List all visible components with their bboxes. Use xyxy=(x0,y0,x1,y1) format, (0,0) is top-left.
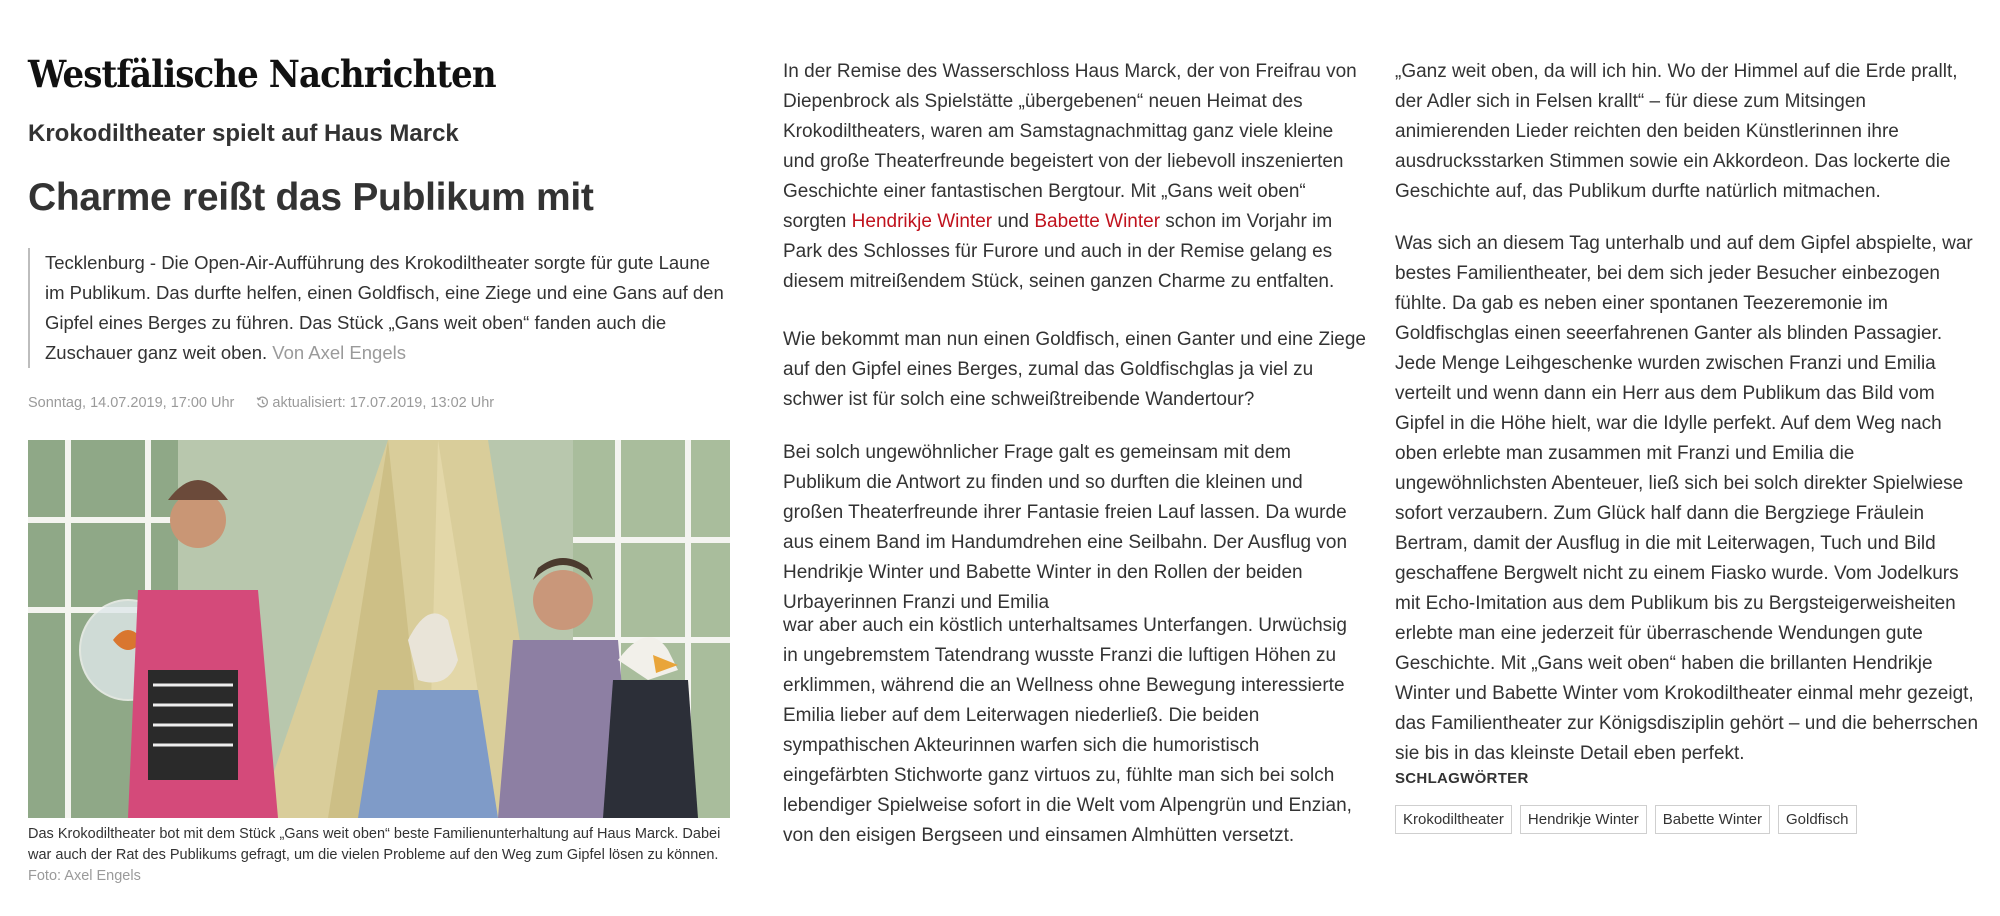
teaser-text: Tecklenburg - Die Open-Air-Aufführung des Krokodiltheater sorgte für gute Laune im Publikum. Das durfte helfen, einen Goldfisch, eine Ziege und eine Gans auf den Gipfel eines Berges zu führen. Das Stück „Gans weit oben“ fanden auch die Zuschauer ganz weit oben. xyxy=(45,252,724,363)
tag-goldfisch[interactable]: Goldfisch xyxy=(1778,805,1857,834)
publish-date: Sonntag, 14.07.2019, 17:00 Uhr xyxy=(28,395,235,411)
link-babette-winter[interactable]: Babette Winter xyxy=(1034,211,1161,232)
article-dates xyxy=(28,395,494,411)
paragraph-2: Wie bekommt man nun einen Goldfisch, einen Ganter und eine Ziege auf den Gipfel eines Berges, zumal das Goldfischglas ja viel zu schwer ist für solch eine schweißtreibende Wandertour? xyxy=(783,329,1366,410)
paragraph-6: Was sich an diesem Tag unterhalb und auf dem Gipfel abspielte, war bestes Familientheater, bei dem sich jeder Besucher einbezogen fühlte. Da gab es neben einer spontanen Teezeremonie im Goldfischglas einen seeerfahrenen Ganter als blinden Passagier. Jede Menge Leihgeschenke wurden zwischen Franzi und Emilia verteilt und wenn dann ein Herr aus dem Publikum das Bild vom Gipfel in die Höhe hielt, war die Idylle perfekt. Auf dem Weg nach oben erlebte man zusammen mit Franzi und Emilia die ungewöhnlichsten Abenteuer, ließ sich bei solch direkter Spielwiese sofort verzaubern. Zum Glück half dann die Bergziege Fräulein Bertram, damit der Ausflug in die mit Leiterwagen, Tuch und Bild geschaffene Bergwelt nicht zu einem Fiasko wurde. Vom Jodelkurs mit Echo-Imitation aus dem Publikum bis zu Bergsteigerweisheiten erlebte man eine jederzeit für überraschende Wendungen gute Geschichte. Mit „Gans weit oben“ haben die brillanten Hendrikje Winter und Babette Winter vom Krokodiltheater einmal mehr gezeigt, das Familientheater zur Königsdisziplin gehört – und die beherrschen sie bis in das kleinste Detail eben perfekt. xyxy=(1395,233,1979,764)
paragraph-1-part-c: schon im Vorjahr im Park des Schlosses für Furore und auch in der Remise gelang es diesem mitreißendem Stück, seinen ganzen Charme zu entfalten. xyxy=(783,211,1335,292)
paragraph-1-part-b: und xyxy=(992,211,1035,232)
updated-date-wrap xyxy=(256,395,494,411)
tag-list xyxy=(1395,805,1857,834)
author-byline[interactable]: Von Axel Engels xyxy=(272,342,406,363)
masthead-logo[interactable]: Westfälische Nachrichten xyxy=(28,52,496,96)
article-photo[interactable] xyxy=(28,440,730,818)
link-hendrikje-winter[interactable]: Hendrikje Winter xyxy=(851,211,993,232)
article-headline: Charme reißt das Publikum mit xyxy=(28,176,594,219)
paragraph-1-part-a: In der Remise des Wasserschloss Haus Marck, der von Freifrau von Diepenbrock als Spielstätte „übergebenen“ neuen Heimat des Krokodiltheaters, waren am Samstagnachmittag ganz viele kleine und große Theaterfreunde begeistert von der liebevoll inszenierten Geschichte einer fantastischen Bergtour. Mit „Gans weit oben“ sorgten xyxy=(783,61,1357,232)
photo-illustration xyxy=(28,440,730,818)
tag-krokodiltheater[interactable]: Krokodiltheater xyxy=(1395,805,1512,834)
paragraph-5: „Ganz weit oben, da will ich hin. Wo der Himmel auf die Erde prallt, der Adler sich in Felsen krallt“ – für diese zum Mitsingen animierenden Lieder reichten den beiden Künstlerinnen ihre ausdrucksstarken Stimmen sowie ein Akkordeon. Das lockerte die Geschichte auf, das Publikum durfte natürlich mitmachen. xyxy=(1395,61,1958,202)
photo-credit: Foto: Axel Engels xyxy=(28,868,141,884)
paragraph-3: Bei solch ungewöhnlicher Frage galt es gemeinsam mit dem Publikum die Antwort zu finden und so durften die kleinen und großen Theaterfreunde ihrer Fantasie freien Lauf lassen. Da wurde aus einem Band im Handumdrehen eine Seilbahn. Der Ausflug von Hendrikje Winter und Babette Winter in den Rollen der beiden Urbayerinnen Franzi und Emilia xyxy=(783,442,1348,613)
article-teaser xyxy=(28,248,730,368)
paragraph-4: war aber auch ein köstlich unterhaltsames Unterfangen. Urwüchsig in ungebremstem Tatendrang wusste Franzi die luftigen Höhen zu erklimmen, während die an Wellness ohne Bewegung interessierte Emilia lieber auf dem Leiterwagen niederließ. Die beiden sympathischen Akteurinnen warfen sich die humoristisch eingefärbten Stichworte ganz virtuos zu, fühlte man sich bei solch lebendiger Spielweise sofort in die Welt vom Alpengrün und Enzian, von den eisigen Bergseen und einsamen Almhütten versetzt. xyxy=(783,615,1352,846)
tag-babette-winter[interactable]: Babette Winter xyxy=(1655,805,1770,834)
tags-heading: SCHLAGWÖRTER xyxy=(1395,770,1529,787)
updated-date: aktualisiert: 17.07.2019, 13:02 Uhr xyxy=(272,395,495,411)
tag-hendrikje-winter[interactable]: Hendrikje Winter xyxy=(1520,805,1647,834)
photo-caption: Das Krokodiltheater bot mit dem Stück „Gans weit oben“ beste Familienunterhaltung auf Haus Marck. Dabei war auch der Rat des Publikums gefragt, um die vielen Probleme auf den Weg zum Gipfel lösen zu können. xyxy=(28,826,721,863)
history-clock-icon xyxy=(256,396,269,409)
paragraph-1 xyxy=(783,57,1366,297)
article-kicker: Krokodiltheater spielt auf Haus Marck xyxy=(28,120,459,147)
